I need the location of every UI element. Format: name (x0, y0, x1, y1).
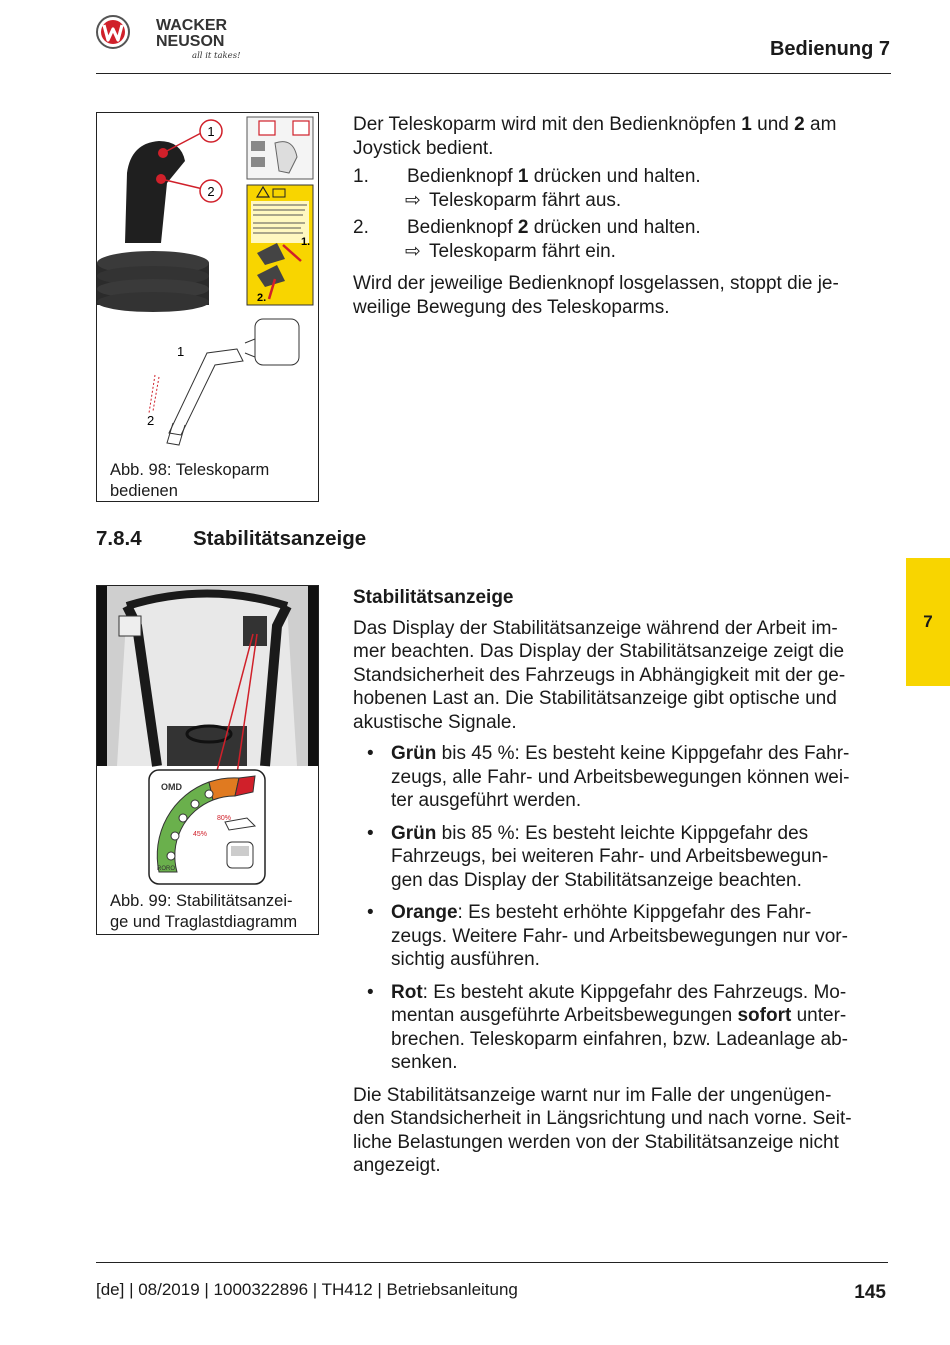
arm-label-2: 2 (147, 413, 155, 428)
callout-2-label: 2 (207, 184, 215, 199)
telescopic-arm-drawing (149, 319, 299, 445)
figure-99-caption: Abb. 99: Stabilitätsanzei- ge und Traglastdiagramm (110, 892, 298, 931)
section-telescopic-arm-text (353, 113, 883, 328)
arm-label-1: 1 (177, 344, 185, 359)
figure-98 (96, 112, 319, 502)
header-divider (96, 73, 891, 74)
footer-document-info: [de] | 08/2019 | 1000322896 | TH412 | Betriebsanleitung (96, 1280, 518, 1299)
gauge-label-45: 45% (193, 831, 208, 838)
figure-99 (96, 585, 319, 935)
figure-98-caption: Abb. 98: Teleskoparm bedienen (110, 461, 270, 500)
brand-line2: NEUSON (156, 33, 225, 50)
bullet-icon: • (367, 902, 374, 923)
sticker-step-2: 2. (257, 292, 267, 304)
chapter-tab-label: 7 (923, 612, 933, 631)
bullet-icon: • (367, 822, 374, 844)
closing-paragraph: Die Stabilitätsanzeige warnt nur im Falle der ungenügen- den Standsicherheit in Längsrichtung und nach vorne. Seit- liche Belastungen werden von der Stabilitätsanzeige nicht angezeigt. (353, 1084, 852, 1176)
step-2-result: ⇨ Teleskoparm fährt ein. (405, 240, 616, 262)
sticker-step-1: 1. (301, 236, 311, 248)
result-arrow-icon: ⇨ (405, 240, 421, 262)
section-heading: 7.8.4 Stabilitätsanzeige (96, 527, 367, 550)
gauge-label-80: 80% (217, 815, 232, 822)
brand-tagline: all it takes! (192, 51, 241, 61)
step-2: 2. Bedienknopf 2 drücken und halten. (353, 217, 701, 238)
step-1: 1. Bedienknopf 1 drücken und halten. (353, 166, 701, 187)
cab-photo (97, 586, 318, 766)
joystick-illustration (97, 113, 318, 458)
joystick-boot (97, 251, 209, 312)
bullet-green-85: • Grün bis 85 %: Es besteht leichte Kippgefahr des Fahrzeugs, bei weiteren Fahr- und Arbeitsbewegun- gen das Display der Stabilitätsanzeige beachten. (353, 822, 887, 893)
step-1-result: ⇨ Teleskoparm fährt aus. (405, 189, 622, 211)
chapter-tab[interactable] (906, 558, 950, 686)
svg-text:RORO: RORO (157, 866, 175, 872)
subheading: Stabilitätsanzeige (353, 587, 514, 608)
bullet-red: • Rot: Es besteht akute Kippgefahr des Fahrzeugs. Mo- mentan ausgeführte Arbeitsbewegungen sofort unter- brechen. Teleskoparm einfahren, bzw. Ladeanlage ab- senken. (353, 981, 887, 1075)
closing-paragraph: Wird der jeweilige Bedienknopf losgelassen, stoppt die je- weilige Bewegung des Teleskoparms. (353, 273, 839, 318)
intro-paragraph: Der Teleskoparm wird mit den Bedienknöpfen 1 und 2 am Joystick bedient. (353, 114, 837, 159)
bullet-orange: • Orange: Es besteht erhöhte Kippgefahr des Fahr- zeugs. Weitere Fahr- und Arbeitsbewegungen nur vor- sichtig ausführen. (353, 901, 887, 972)
footer-divider (96, 1262, 888, 1263)
page-number: 145 (854, 1282, 886, 1303)
bullet-green-45: • Grün bis 45 %: Es besteht keine Kippgefahr des Fahr- zeugs, alle Fahr- und Arbeitsbewegungen können wei- ter ausgeführt werden. (353, 742, 887, 813)
chapter-title: Bedienung 7 (769, 38, 890, 60)
pictogram-sticker (247, 117, 313, 179)
svg-text:OMD: OMD (161, 782, 182, 792)
intro-paragraph: Das Display der Stabilitätsanzeige während der Arbeit im- mer beachten. Das Display der Stabilitätsanzeige zeigt die Standsicherheit des Fahrzeugs in Abhängigkeit mit der ge- hobenen Last an. Die Stabilitätsanzeige gibt optische und akustische Signale. (353, 617, 846, 733)
warning-sticker (247, 185, 313, 305)
cab-display-illustration (97, 586, 318, 886)
result-arrow-icon: ⇨ (405, 189, 421, 211)
section-stability-text (353, 586, 887, 1186)
callout-1-label: 1 (207, 124, 215, 139)
wacker-neuson-logo (96, 14, 256, 62)
brand-line1: WACKER (156, 17, 228, 34)
stability-display (149, 770, 265, 884)
joystick-handle (125, 141, 185, 243)
bullet-icon: • (367, 743, 374, 764)
bullet-icon: • (367, 981, 374, 1003)
